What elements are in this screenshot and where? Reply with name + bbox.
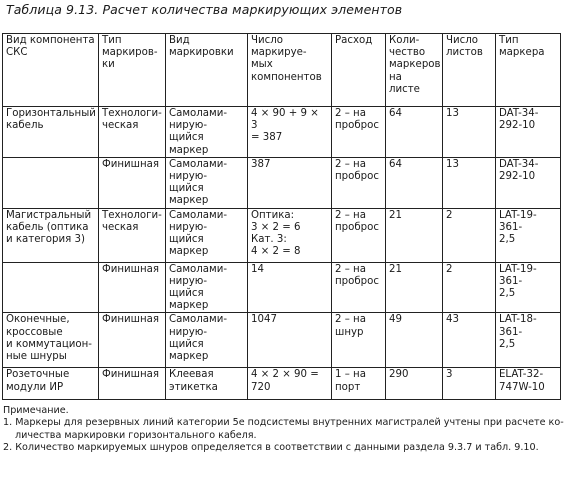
table-cell: 64 [386, 107, 443, 158]
table-cell: 2 – на проброс [332, 157, 386, 208]
table-cell: 2 – на проброс [332, 208, 386, 262]
markers-table [2, 33, 561, 400]
table-cell: Финишная [99, 313, 166, 368]
table-cell: Клеевая этикетка [166, 368, 248, 400]
table-cell: DAT-34- 292-10 [496, 107, 561, 158]
table-caption: Таблица 9.13. Расчет количества маркирующих элементов [6, 2, 403, 17]
table-row [3, 157, 561, 208]
header-marking-type: Тип маркиров- ки [99, 34, 166, 107]
table-cell: LAT-19-361- 2,5 [496, 208, 561, 262]
notes [3, 405, 564, 455]
table-row [3, 368, 561, 400]
header-markers-per-sheet: Коли- чество маркеров на листе [386, 34, 443, 107]
header-component-count: Число маркируе- мых компонентов [248, 34, 332, 107]
table-cell [3, 262, 99, 313]
table-cell: Самолами- нирую- щийся маркер [166, 107, 248, 158]
table-row [3, 107, 561, 158]
table-cell: 64 [386, 157, 443, 208]
table-cell: Технологи- ческая [99, 107, 166, 158]
table-cell: LAT-19-361- 2,5 [496, 262, 561, 313]
table-cell: 13 [443, 157, 496, 208]
table-cell: Горизонтальный кабель [3, 107, 99, 158]
table-cell: ELAT-32- 747W-10 [496, 368, 561, 400]
table-row [3, 313, 561, 368]
header-component-type: Вид компонента СКС [3, 34, 99, 107]
table-cell: 1047 [248, 313, 332, 368]
table-cell: 1 – на порт [332, 368, 386, 400]
table-cell: 21 [386, 208, 443, 262]
table-cell: Технологи- ческая [99, 208, 166, 262]
table-cell: Магистральный кабель (оптика и категория 3) [3, 208, 99, 262]
table-cell: 2 – на шнур [332, 313, 386, 368]
header-row [3, 34, 561, 107]
table-cell: 2 – на проброс [332, 107, 386, 158]
notes-title: Примечание. [3, 405, 69, 416]
table-cell: Оконечные, кроссовые и коммутацион- ные шнуры [3, 313, 99, 368]
table-cell: 21 [386, 262, 443, 313]
table-cell: Финишная [99, 157, 166, 208]
header-marker-type: Тип маркера [496, 34, 561, 107]
header-sheet-count: Число листов [443, 34, 496, 107]
table-cell: 290 [386, 368, 443, 400]
table-cell: DAT-34- 292-10 [496, 157, 561, 208]
header-consumption: Расход [332, 34, 386, 107]
header-marking-kind: Вид маркировки [166, 34, 248, 107]
table-cell: 14 [248, 262, 332, 313]
table-cell: 4 × 2 × 90 = 720 [248, 368, 332, 400]
table-cell: Розеточные модули ИР [3, 368, 99, 400]
table-cell: 387 [248, 157, 332, 208]
table-cell [3, 157, 99, 208]
table-cell: Самолами- нирую- щийся маркер [166, 313, 248, 368]
note-item-1-line-1: 1. Маркеры для резервных линий категории 5е подсистемы внутренних магистралей учтены при расчете ко- [3, 417, 564, 429]
table-cell: 43 [443, 313, 496, 368]
table-cell: 2 – на проброс [332, 262, 386, 313]
table-cell: Финишная [99, 262, 166, 313]
table-cell: LAT-18-361- 2,5 [496, 313, 561, 368]
table-cell: 2 [443, 262, 496, 313]
table-cell: Самолами- нирую- щийся маркер [166, 208, 248, 262]
table-cell: 2 [443, 208, 496, 262]
table-cell: Самолами- нирую- щийся маркер [166, 262, 248, 313]
table-cell: 4 × 90 + 9 × 3 = 387 [248, 107, 332, 158]
table-cell: Самолами- нирую- щийся маркер [166, 157, 248, 208]
table-row [3, 262, 561, 313]
table-cell: 13 [443, 107, 496, 158]
table-cell: Финишная [99, 368, 166, 400]
table-cell: Оптика: 3 × 2 = 6 Кат. 3: 4 × 2 = 8 [248, 208, 332, 262]
note-item-1-line-2: личества маркировки горизонтального кабеля. [15, 429, 257, 441]
note-item-2: 2. Количество маркируемых шнуров определяется в соответствии с данными раздела 9.3.7 и табл. 9.10. [3, 442, 539, 454]
table-row [3, 208, 561, 262]
table-cell: 3 [443, 368, 496, 400]
table-cell: 49 [386, 313, 443, 368]
